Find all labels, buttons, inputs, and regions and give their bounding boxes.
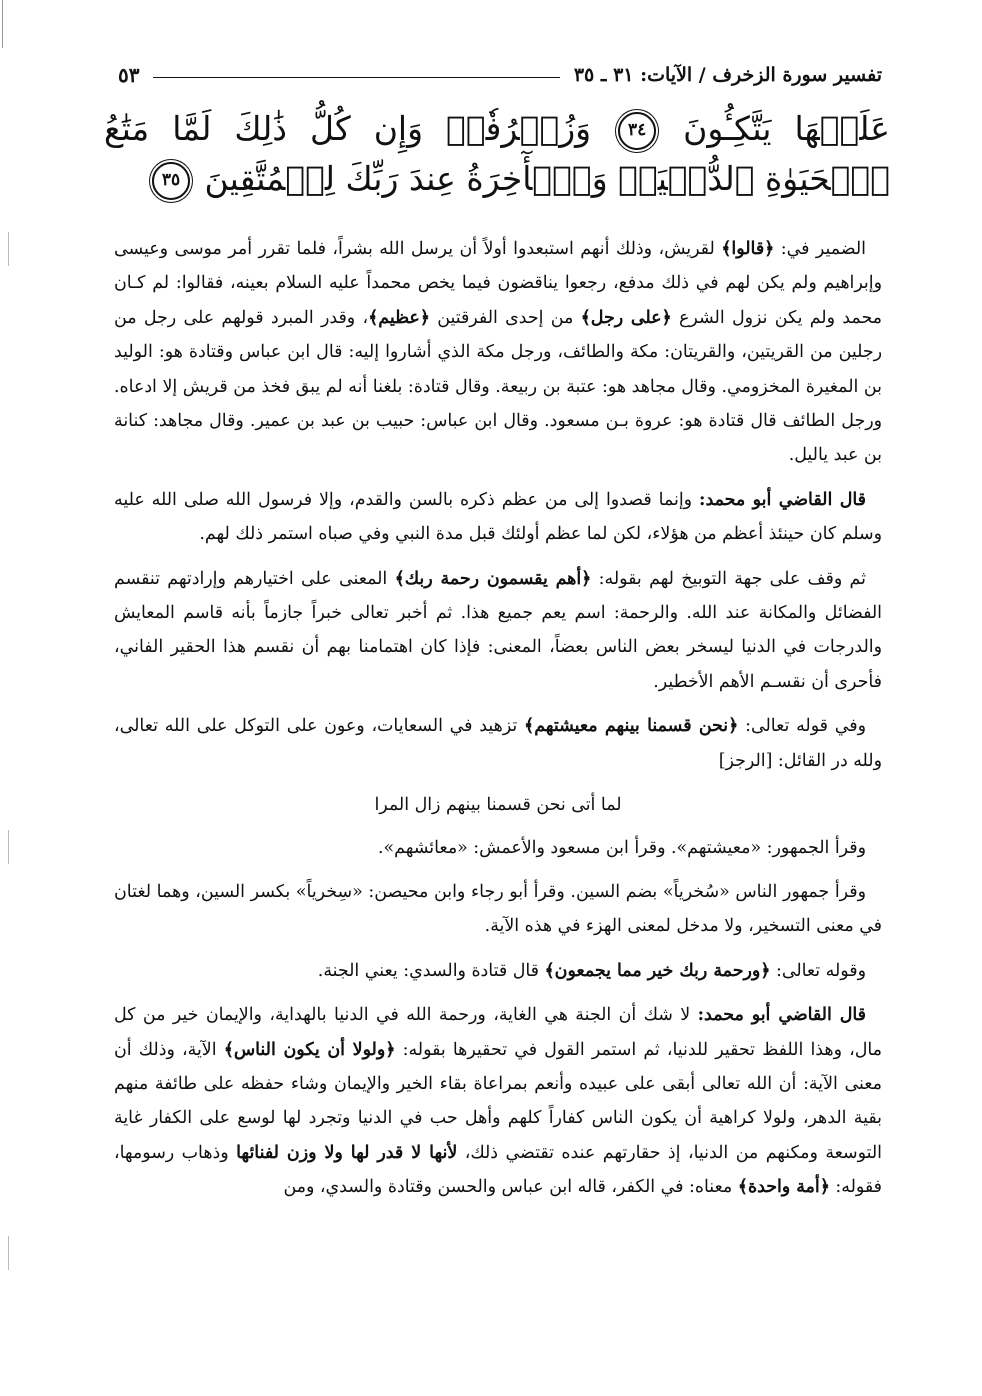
quoted-verse: ﴿قالوا﴾	[721, 239, 775, 259]
paragraph	[114, 998, 882, 1204]
paragraph-text: وقوله تعالى:	[770, 960, 866, 981]
scan-edge-tick	[8, 1236, 9, 1270]
paragraph-text: لا شك أن الجنة هي الغاية، ورحمة الله في الدنيا بالهداية، والإيمان خير من كل مال، وهذا اللفظ تحقير للدنيا، ثم استمر القول في تحقيرها بقوله:	[114, 1005, 882, 1060]
verse-text: وَزُخۡرُفٗاۚ وَإِن كُلُّ ذَٰلِكَ لَمَّا مَتَٰعُ ٱلۡحَيَوٰةِ ٱلدُّنۡيَاۚ وَٱلۡأٓخِرَةُ عِندَ رَبِّكَ لِلۡمُتَّقِينَ	[104, 109, 890, 198]
header-rule	[153, 77, 559, 78]
paragraph: وقرأ الجمهور: «معيشتهم». وقرأ ابن مسعود والأعمش: «معائشهم».	[378, 837, 866, 858]
paragraph-text: من إحدى الفرقتين	[429, 307, 581, 328]
running-title: تفسير سورة الزخرف / الآيات: ٣١ ـ ٣٥	[573, 64, 882, 86]
paragraph	[114, 709, 882, 778]
scan-edge-line	[2, 0, 3, 48]
paragraph-text: لقريش، وذلك أنهم استبعدوا أولاً أن يرسل الله بشراً، فلما تقرر أمر موسى وعيسى وإبراهيم ولم يكن لهم في ذلك مدفع، رجعوا يناقضون فيما يخص محمداً عليه السلام بعينه، فقالوا: لم كـان محمد ولم يكن نزول الشرع	[114, 239, 882, 328]
paragraph-text: وذهاب رسومها، فقوله:	[114, 1142, 882, 1198]
commentary-body	[114, 232, 882, 1215]
poem-line: لما أتى نحن قسمنا بينهم زال المرا	[374, 795, 622, 816]
scan-edge-tick	[8, 232, 9, 266]
quoted-verse: ﴿نحن قسمنا بينهم معيشتهم﴾	[524, 716, 739, 737]
paragraph-text: تزهيد في السعايات، وعون على التوكل على الله تعالى، ولله در القائل: [الرجز]	[114, 716, 882, 771]
emphasized-text: لأنها لا قدر لها ولا وزن لفنائها	[236, 1142, 458, 1163]
paragraph-text: وإنما قصدوا إلى من عظم ذكره بالسن والقدم، وإلا فرسول الله صلى الله عليه وسلم كان حينئذ أعظم من هؤلاء، لكن لما عظم أولئك قبل مدة النبي وفي صباه استمر ذلك لهم.	[114, 489, 882, 545]
page-number: ٥٣	[118, 63, 140, 87]
paragraph	[114, 232, 882, 473]
paragraph-text: ، وقدر المبرد قولهم على رجل من رجلين من القريتين، والقريتان: مكة والطائف، ورجل مكة الذي أشاروا إليه: قال ابن عباس وقتادة هو: الوليد بن المغيرة المخزومي. وقال مجاهد هو: عتبة بن ربيعة. وقال قتادة: بلغنا أنه لم يبق فخذ من قريش إلا ادعاه. ورجل الطائف قال قتادة هو: عروة بـن مسعود. وقال ابن عباس: حبيب بن عبد بن عمير. وقال مجاهد: كنانة بن عبد ياليل.	[114, 307, 882, 466]
quoted-verse: ﴿على رجل﴾	[580, 307, 672, 328]
quoted-verse: ﴿ورحمة ربك خير مما يجمعون﴾	[544, 960, 771, 981]
ayah-number-marker: ٣٤	[618, 112, 656, 150]
paragraph-text: الضمير في:	[774, 239, 866, 259]
paragraph	[114, 954, 882, 988]
scan-edge-tick	[8, 830, 9, 864]
paragraph-text: الآية، وذلك أن معنى الآية: أن الله تعالى أبقى على عبيده وأنعم بمراعاة بقاء الخير والإيمان وشاء حفظه على طائفة منهم بقية الدهر، ولولا كراهية أن يكون الناس كفاراً كلهم وأهل حب في الدنيا وتجرد لها لوسع على الكفار غاية التوسعة ومكنهم من الدنيا، إذ حقارتهم عنده تقتضي ذلك،	[114, 1039, 882, 1163]
speaker-label: قال القاضي أبو محمد:	[699, 489, 866, 510]
paragraph-text: ثم وقف على جهة التوبيخ لهم بقوله:	[591, 568, 866, 589]
quoted-verse: ﴿عظيم﴾	[368, 307, 430, 328]
speaker-label: قال القاضي أبو محمد:	[697, 1005, 866, 1026]
paragraph-text: المعنى على اختيارهم وإرادتهم تنقسم الفضائل والمكانة عند الله. والرحمة: اسم يعم جميع هذا. ثم أخبر تعالى خبراً جازماً بأنه قاسم المعايش والدرجات في الدنيا ليسخر بعض الناس بعضاً، المعنى: فإذا كان اهتمامنا بهم أن نقسم هذا الحقير الفاني، فأحرى أن نقسـم الأهم الأخطير.	[114, 568, 882, 692]
ayah-number-marker: ٣٥	[152, 162, 190, 200]
page-header	[118, 62, 882, 88]
paragraph-text: قال قتادة والسدي: يعني الجنة.	[317, 960, 545, 981]
paragraph-text: معناه: في الكفر، قاله ابن عباس والحسن وقتادة والسدي، ومن	[283, 1177, 738, 1198]
verse-text: عَلَيۡهَا يَتَّكِـُٔونَ	[683, 109, 890, 148]
quoted-verse: ﴿أمة واحدة﴾	[737, 1177, 830, 1198]
quoted-verse: ﴿ولولا أن يكون الناس﴾	[223, 1039, 396, 1060]
quoted-verse: ﴿أهم يقسمون رحمة ربك﴾	[394, 568, 592, 589]
paragraph-text: وفي قوله تعالى:	[738, 716, 866, 737]
paragraph	[114, 562, 882, 700]
paragraph	[114, 483, 882, 552]
quran-verse	[104, 104, 890, 204]
paragraph: وقرأ جمهور الناس «سُخرياً» بضم السين. وقرأ أبو رجاء وابن محيصن: «سِخرياً» بكسر السين، وهما لغتان في معنى التسخير، ولا مدخل لمعنى الهزء في هذه الآية.	[114, 881, 882, 937]
